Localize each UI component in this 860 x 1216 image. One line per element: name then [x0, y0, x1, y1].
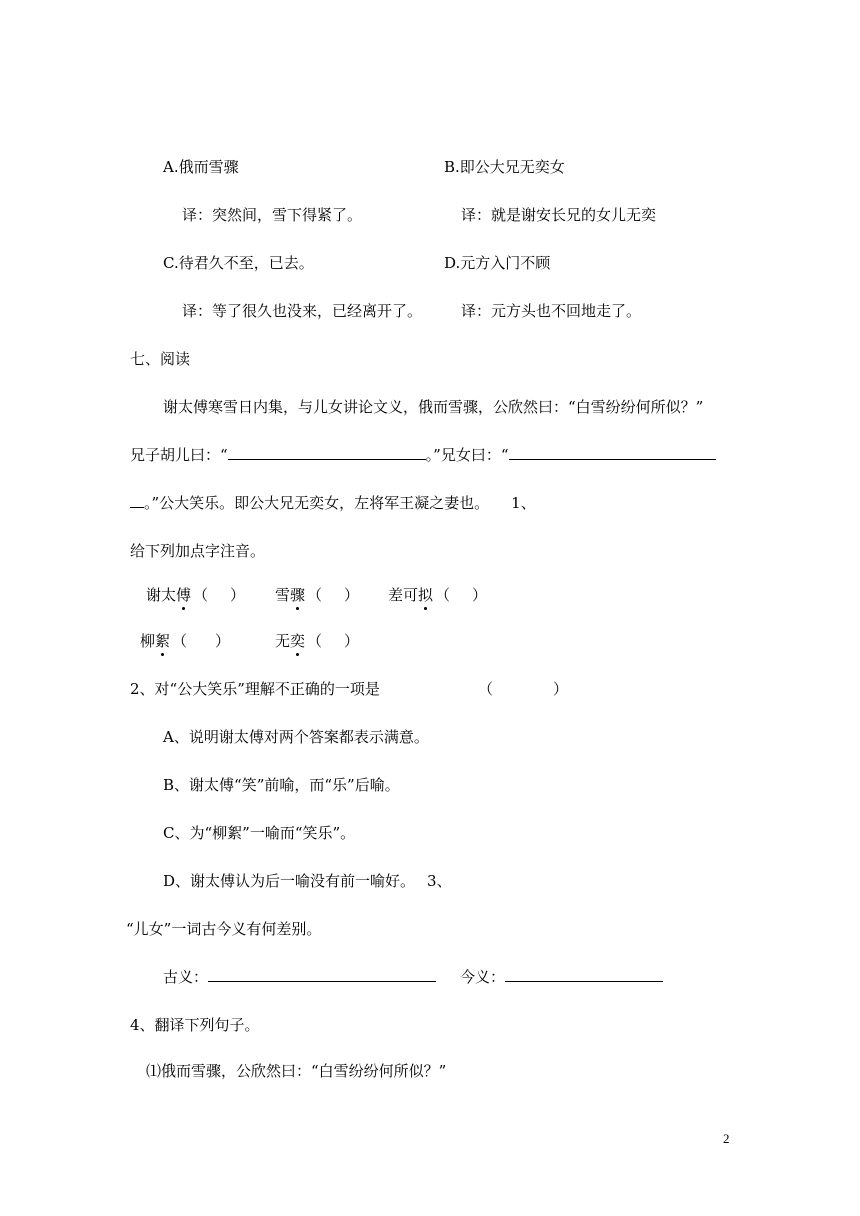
ancient-meaning-row: 古义：: [163, 967, 436, 987]
option-a-translation: 译：突然间，雪下得紧了。: [182, 206, 363, 224]
option-b: B.即公大兄无奕女: [444, 158, 565, 176]
pinyin-blank-5[interactable]: [322, 632, 344, 646]
option-a: A.俄而雪骤: [163, 158, 239, 176]
pinyin-blank-4[interactable]: [187, 632, 215, 646]
option-c-translation: 译：等了很久也没来，已经离开了。: [182, 302, 423, 320]
option-d: D.元方入门不顾: [444, 254, 551, 272]
question-2-answer-paren[interactable]: （ ）: [478, 680, 569, 698]
answer-blank-2[interactable]: [509, 445, 716, 460]
answer-blank-1[interactable]: [228, 445, 426, 460]
option-b-translation: 译：就是谢安长兄的女儿无奕: [461, 206, 657, 224]
dotted-char: 奕: [290, 632, 306, 650]
option-c: C.待君久不至，已去。: [163, 254, 314, 272]
question-1-prompt: 给下列加点字注音。: [130, 542, 266, 560]
passage-line-1: 谢太傅寒雪日内集，与儿女讲论文义，俄而雪骤，公欣然曰：“白雪纷纷何所似？”: [163, 398, 704, 416]
passage-line-2: [130, 445, 716, 465]
dotted-char: 絮: [155, 632, 171, 650]
question-2-choice-c: C、为“柳絮”一喻而“笑乐”。: [163, 824, 356, 842]
pinyin-blank-3[interactable]: [450, 586, 472, 600]
question-1-number: 1、: [511, 494, 536, 512]
question-4-item-1: ⑴俄而雪骤，公欣然曰：“白雪纷纷何所似？”: [146, 1062, 447, 1080]
page-number: 2: [723, 1131, 730, 1146]
answer-blank-2-cont[interactable]: [130, 493, 144, 508]
pinyin-item-5: 无奕 （ ）: [275, 632, 360, 650]
pinyin-item-4: 柳絮 （ ）: [140, 632, 231, 650]
pinyin-blank-1[interactable]: [208, 586, 230, 600]
question-3-prompt: “儿女”一词古今义有何差别。: [126, 920, 322, 938]
dotted-char: 傅: [176, 586, 192, 604]
passage-line-2-start: 兄子胡儿曰：“: [130, 446, 228, 464]
modern-meaning-row: 今义：: [460, 967, 663, 987]
passage-line-2-mid: 。”兄女曰：“: [425, 446, 509, 464]
ancient-meaning-blank[interactable]: [208, 967, 436, 982]
option-d-translation: 译：元方头也不回地走了。: [461, 302, 642, 320]
passage-line-3: [130, 493, 536, 513]
pinyin-blank-2[interactable]: [322, 586, 344, 600]
section-title: 七、阅读: [130, 350, 191, 368]
modern-meaning-blank[interactable]: [505, 967, 663, 982]
question-2-choice-d: D、谢太傅认为后一喻没有前一喻好。 3、: [163, 872, 452, 890]
question-3-number: 3、: [427, 872, 452, 890]
pinyin-item-1: 谢太傅 （ ）: [146, 586, 246, 604]
question-2-choice-a: A、说明谢太傅对两个答案都表示满意。: [163, 728, 429, 746]
pinyin-item-2: 雪骤 （ ）: [275, 586, 360, 604]
question-4-prompt: 4、翻译下列句子。: [130, 1016, 260, 1034]
dotted-char: 拟: [418, 586, 434, 604]
question-2-prompt: 2、对“公大笑乐”理解不正确的一项是: [130, 680, 380, 698]
question-2-choice-b: B、谢太傅“笑”前喻，而“乐”后喻。: [163, 776, 400, 794]
pinyin-item-3: 差可拟 （ ）: [388, 586, 488, 604]
dotted-char: 骤: [290, 586, 306, 604]
passage-line-3-text: 。”公大笑乐。即公大兄无奕女，左将军王凝之妻也。: [144, 494, 490, 512]
